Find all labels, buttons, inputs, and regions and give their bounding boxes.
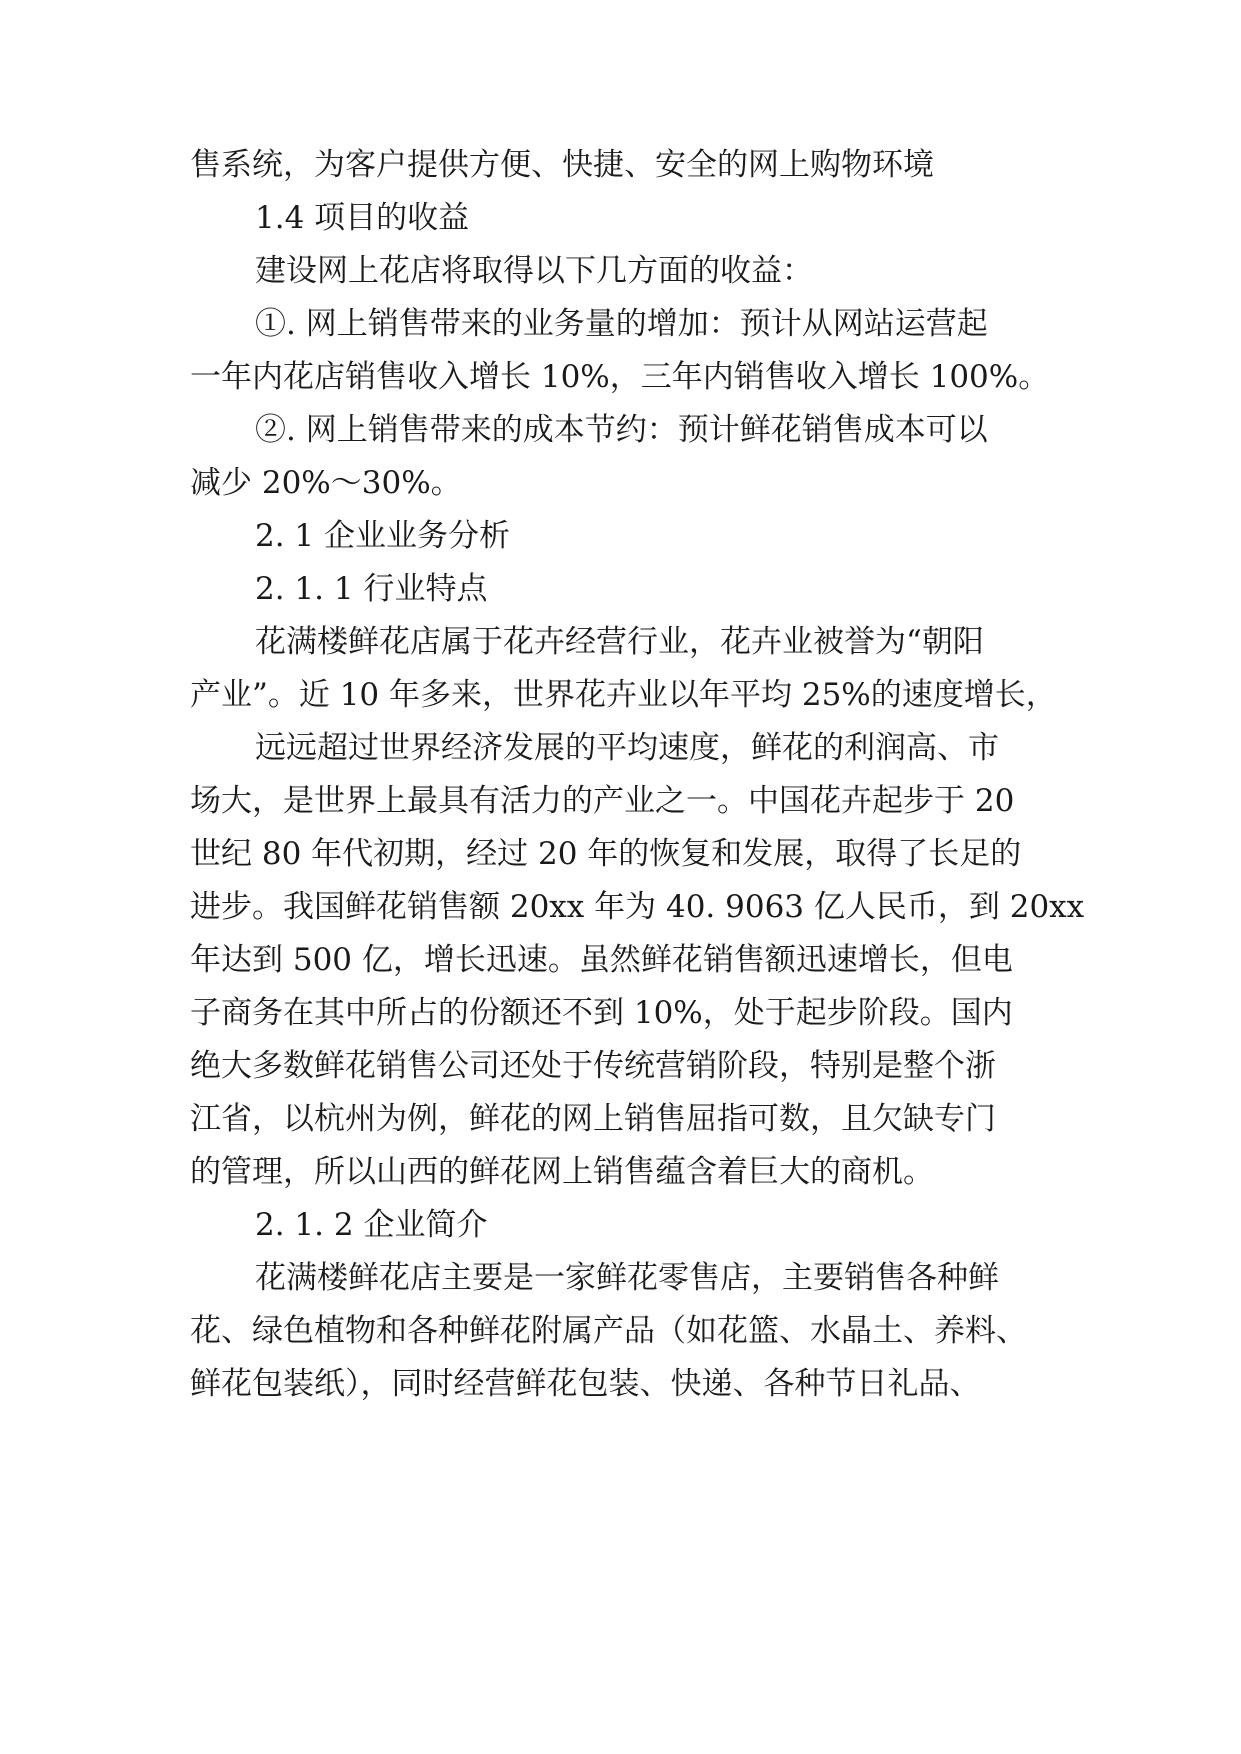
text-line-5: 一年内花店销售收入增长 10%，三年内销售收入增长 100%。	[190, 359, 1050, 395]
text-line-6: ②. 网上销售带来的成本节约：预计鲜花销售成本可以	[255, 412, 988, 448]
text-line-20: 的管理，所以山西的鲜花网上销售蕴含着巨大的商机。	[190, 1154, 934, 1190]
text-line-15: 进步。我国鲜花销售额 20xx 年为 40. 9063 亿人民币，到 20xx	[190, 889, 1085, 925]
text-line-23: 花、绿色植物和各种鲜花附属产品（如花篮、水晶土、养料、	[190, 1313, 1027, 1349]
text-line-13: 场大，是世界上最具有活力的产业之一。中国花卉起步于 20	[190, 783, 1015, 819]
text-line-14: 世纪 80 年代初期，经过 20 年的恢复和发展，取得了长足的	[190, 836, 1022, 872]
section-heading-2-1: 2. 1 企业业务分析	[255, 518, 511, 554]
section-heading-2-1-1: 2. 1. 1 行业特点	[255, 571, 488, 607]
text-line-7: 减少 20%～30%。	[190, 465, 462, 501]
text-line-4: ①. 网上销售带来的业务量的增加：预计从网站运营起	[255, 306, 988, 342]
text-line-12: 远远超过世界经济发展的平均速度，鲜花的利润高、市	[255, 730, 999, 766]
section-heading-1-4: 1.4 项目的收益	[255, 200, 470, 236]
text-line-11: 产业”。近 10 年多来，世界花卉业以年平均 25%的速度增长，	[190, 677, 1057, 713]
text-line-24: 鲜花包装纸），同时经营鲜花包装、快递、各种节日礼品、	[190, 1366, 981, 1402]
section-heading-2-1-2: 2. 1. 2 企业简介	[255, 1207, 488, 1243]
text-line-22: 花满楼鲜花店主要是一家鲜花零售店，主要销售各种鲜	[255, 1260, 999, 1296]
text-line-10: 花满楼鲜花店属于花卉经营行业，花卉业被誉为“朝阳	[255, 624, 984, 660]
text-line-18: 绝大多数鲜花销售公司还处于传统营销阶段，特别是整个浙	[190, 1048, 996, 1084]
text-line-1: 售系统，为客户提供方便、快捷、安全的网上购物环境	[190, 147, 934, 183]
text-line-3: 建设网上花店将取得以下几方面的收益：	[255, 253, 813, 289]
text-line-19: 江省，以杭州为例，鲜花的网上销售屈指可数，且欠缺专门	[190, 1101, 996, 1137]
text-line-17: 子商务在其中所占的份额还不到 10%，处于起步阶段。国内	[190, 995, 1013, 1031]
text-line-16: 年达到 500 亿，增长迅速。虽然鲜花销售额迅速增长，但电	[190, 942, 1013, 978]
